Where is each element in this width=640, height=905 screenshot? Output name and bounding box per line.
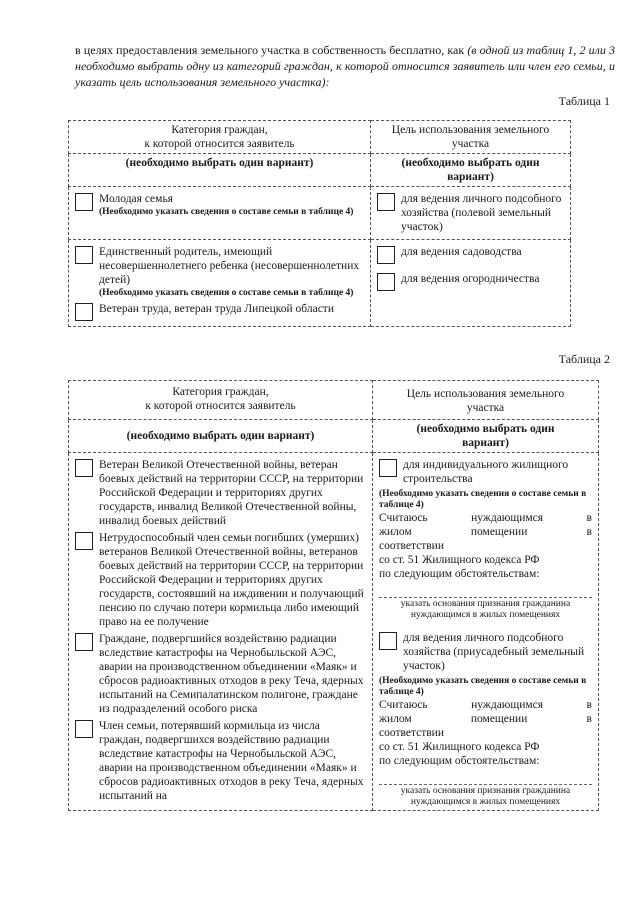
table1-purpose-farm-cell <box>371 187 571 240</box>
checkbox-personal-farm-field[interactable] <box>377 193 395 211</box>
radiation-family-member-label: Член семьи, потерявший кормильца из числа граждан, подвергшихся воздействию радиации вследствие катастрофы на Чернобыльской АЭС, аварии на производственном объединении «Маяк» и сбросов радиоактивных отходов в реку Теча, ядерных испытаний на <box>99 720 364 802</box>
plot-need-line5: по следующим обстоятельствам: <box>379 755 540 767</box>
table1-label: Таблица 1 <box>558 94 610 108</box>
intro-plain: в целях предоставления земельного участка в собственность бесплатно, как <box>75 43 468 57</box>
plot-need-line2: жилом помещении в <box>379 713 592 725</box>
table1-col2-subheader: (необходимо выбрать один вариант) <box>371 154 571 187</box>
table2-col2-subheader: (необходимо выбрать один вариант) <box>373 420 599 453</box>
table1-category-young-family <box>69 187 371 240</box>
individual-housing-note: (Необходимо указать сведения о составе семьи в таблице 4) <box>379 489 587 510</box>
housing-need-line2: жилом помещении в <box>379 526 592 538</box>
table2 <box>68 380 599 811</box>
checkbox-individual-housing[interactable] <box>379 459 397 477</box>
young-family-label: Молодая семья <box>99 193 173 205</box>
checkbox-labor-veteran[interactable] <box>75 303 93 321</box>
checkbox-disabled-family-member[interactable] <box>75 532 93 550</box>
young-family-note: (Необходимо указать сведения о составе семьи в таблице 4) <box>99 207 354 217</box>
housing-need-line4: со ст. 51 Жилищного кодекса РФ <box>379 554 540 566</box>
checkbox-vegetable-gardening[interactable] <box>377 273 395 291</box>
war-veteran-label: Ветеран Великой Отечественной войны, ветеран боевых действий на территории СССР, на территории Российской Федерации и территориях других государств, инвалид Великой Отечественной войны, инвалид боевых действий <box>99 459 364 527</box>
table1-col2-header: Цель использования земельного участка <box>371 121 571 154</box>
table2-col1-header: Категория граждан, к которой относится заявитель <box>69 381 373 420</box>
checkbox-young-family[interactable] <box>75 193 93 211</box>
intro-italic: (в одной из таблиц 1, 2 или 3 необходимо выбрать одну из категорий граждан, к которой относится заявитель или член его семьи, и указать цель использования земельного участка): <box>75 43 616 89</box>
housing-need-line1: Считаюсь нуждающимся в <box>379 512 592 524</box>
gardening-label: для ведения садоводства <box>401 246 522 258</box>
personal-farm-field-label: для ведения личного подсобного хозяйства (полевой земельный участок) <box>401 193 562 233</box>
table2-label: Таблица 2 <box>558 352 610 366</box>
vegetable-gardening-label: для ведения огородничества <box>401 273 540 285</box>
table1-col1-subheader: (необходимо выбрать один вариант) <box>69 154 371 187</box>
checkbox-war-veteran[interactable] <box>75 459 93 477</box>
checkbox-gardening[interactable] <box>377 246 395 264</box>
plot-reason-field[interactable] <box>379 770 592 785</box>
checkbox-household-plot[interactable] <box>379 632 397 650</box>
table2-purposes-cell <box>373 453 599 811</box>
single-parent-note: (Необходимо указать сведения о составе семьи в таблице 4) <box>99 288 354 298</box>
housing-need-line5: по следующим обстоятельствам: <box>379 568 540 580</box>
table1-col1-header: Категория граждан, к которой относится заявитель <box>69 121 371 154</box>
plot-need-line3: соответствии <box>379 727 444 739</box>
housing-reason-field[interactable] <box>379 583 592 598</box>
plot-need-line1: Считаюсь нуждающимся в <box>379 699 592 711</box>
household-plot-note: (Необходимо указать сведения о составе семьи в таблице 4) <box>379 676 587 697</box>
disabled-family-member-label: Нетрудоспособный член семьи погибших (умерших) ветеранов Великой Отечественной войны, ветеранов боевых действий на территории СССР, на территории Российской Федерации и территориях других государств, состоявший на иждивении и получающий пенсию по случаю потери кормильца либо имеющий право на ее получение <box>99 532 364 628</box>
labor-veteran-label: Ветеран труда, ветеран труда Липецкой области <box>99 303 334 315</box>
table1-category-single-parent-cell <box>69 240 371 327</box>
checkbox-radiation-victim[interactable] <box>75 633 93 651</box>
checkbox-single-parent[interactable] <box>75 246 93 264</box>
housing-reason-hint: указать основания признания гражданина нуждающимся в жилых помещениях <box>400 599 571 620</box>
intro-paragraph <box>75 42 615 90</box>
table2-categories-cell <box>69 453 373 811</box>
table1-purpose-garden-cell <box>371 240 571 327</box>
single-parent-label: Единственный родитель, имеющий несовершеннолетнего ребенка (несовершеннолетних детей) <box>99 246 360 286</box>
checkbox-radiation-family-member[interactable] <box>75 720 93 738</box>
household-plot-label: для ведения личного подсобного хозяйства (приусадебный земельный участок) <box>403 632 585 672</box>
table1 <box>68 120 571 327</box>
plot-reason-hint: указать основания признания гражданина нуждающимся в жилых помещениях <box>400 786 571 807</box>
plot-need-line4: со ст. 51 Жилищного кодекса РФ <box>379 741 540 753</box>
housing-need-line3: соответствии <box>379 540 444 552</box>
individual-housing-label: для индивидуального жилищного строительства <box>403 459 569 485</box>
radiation-victim-label: Граждане, подвергшийся воздействию радиации вследствие катастрофы на Чернобыльской АЭС, аварии на производственном объединении «Маяк» и сбросов радиоактивных отходов в реку Теча, ядерных испытаний на Семипалатинском полигоне, граждане из подразделений особого риска <box>99 633 364 715</box>
table2-col1-subheader: (необходимо выбрать один вариант) <box>69 420 373 453</box>
table2-col2-header: Цель использования земельного участка <box>373 381 599 420</box>
